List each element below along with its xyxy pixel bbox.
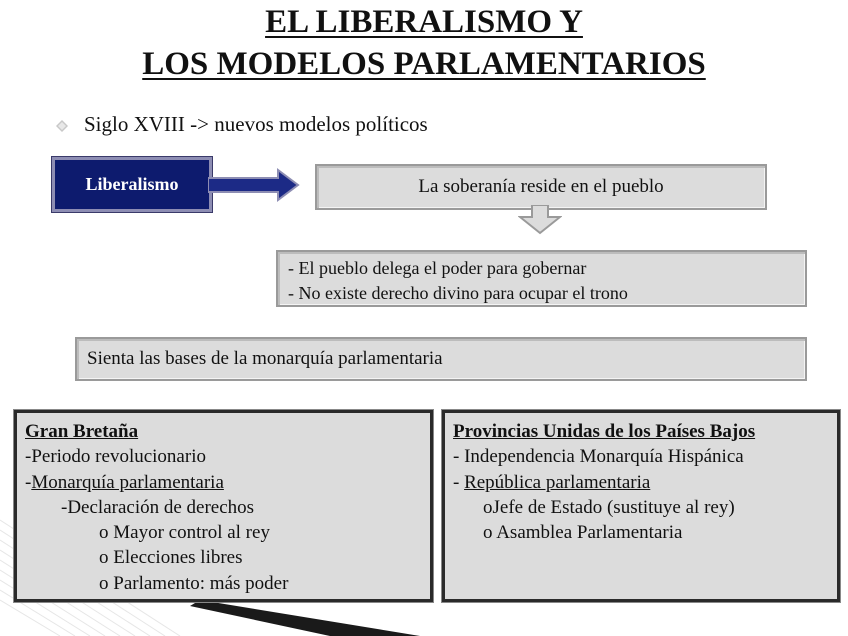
delegation-line-1: - El pueblo delega el poder para gobernar [288,258,587,278]
soberania-text: La soberanía reside en el pueblo [418,176,664,197]
gb-point-1: o Mayor control al rey [99,522,270,544]
pu-item-republica-text: República parlamentaria [464,471,651,493]
gb-item-periodo: -Periodo revolucionario [25,446,206,468]
pu-point-1: oJefe de Estado (sustituye al rey) [483,496,735,518]
pu-point-2: o Asamblea Parlamentaria [483,522,683,544]
gran-bretana-panel [14,410,433,602]
pu-item-republica [453,470,829,495]
title-line-1: EL LIBERALISMO Y [265,4,583,40]
delegation-line-2: - No existe derecho divino para ocupar el trono [288,283,628,303]
provincias-heading: Provincias Unidas de los Países Bajos [453,421,756,442]
gb-point-3: o Parlamento: más poder [99,572,289,594]
liberalismo-box [52,157,212,212]
gb-item-monarquia-text: Monarquía parlamentaria [31,471,224,493]
sienta-text: Sienta las bases de la monarquía parlamentaria [87,348,443,369]
sienta-box [75,337,807,381]
title-line-2: LOS MODELOS PARLAMENTARIOS [142,46,706,82]
liberalismo-label: Liberalismo [85,174,179,194]
delegation-box [276,250,807,307]
subtitle: Siglo XVIII -> nuevos modelos políticos [84,112,428,136]
pu-item-independencia: - Independencia Monarquía Hispánica [453,446,744,468]
soberania-box [315,164,767,210]
gb-point-2: o Elecciones libres [99,547,243,569]
provincias-unidas-panel [442,410,840,602]
diamond-bullet-icon [56,120,68,132]
gb-item-monarquia-dash: - [25,471,32,493]
arrow-right-icon [208,168,300,202]
arrow-down-icon [518,205,562,235]
gran-bretana-heading: Gran Bretaña [25,421,139,442]
gb-sub-declaracion: -Declaración de derechos [61,496,255,518]
gb-item-monarquia [25,470,422,495]
pu-item-republica-dash: - [453,471,465,493]
